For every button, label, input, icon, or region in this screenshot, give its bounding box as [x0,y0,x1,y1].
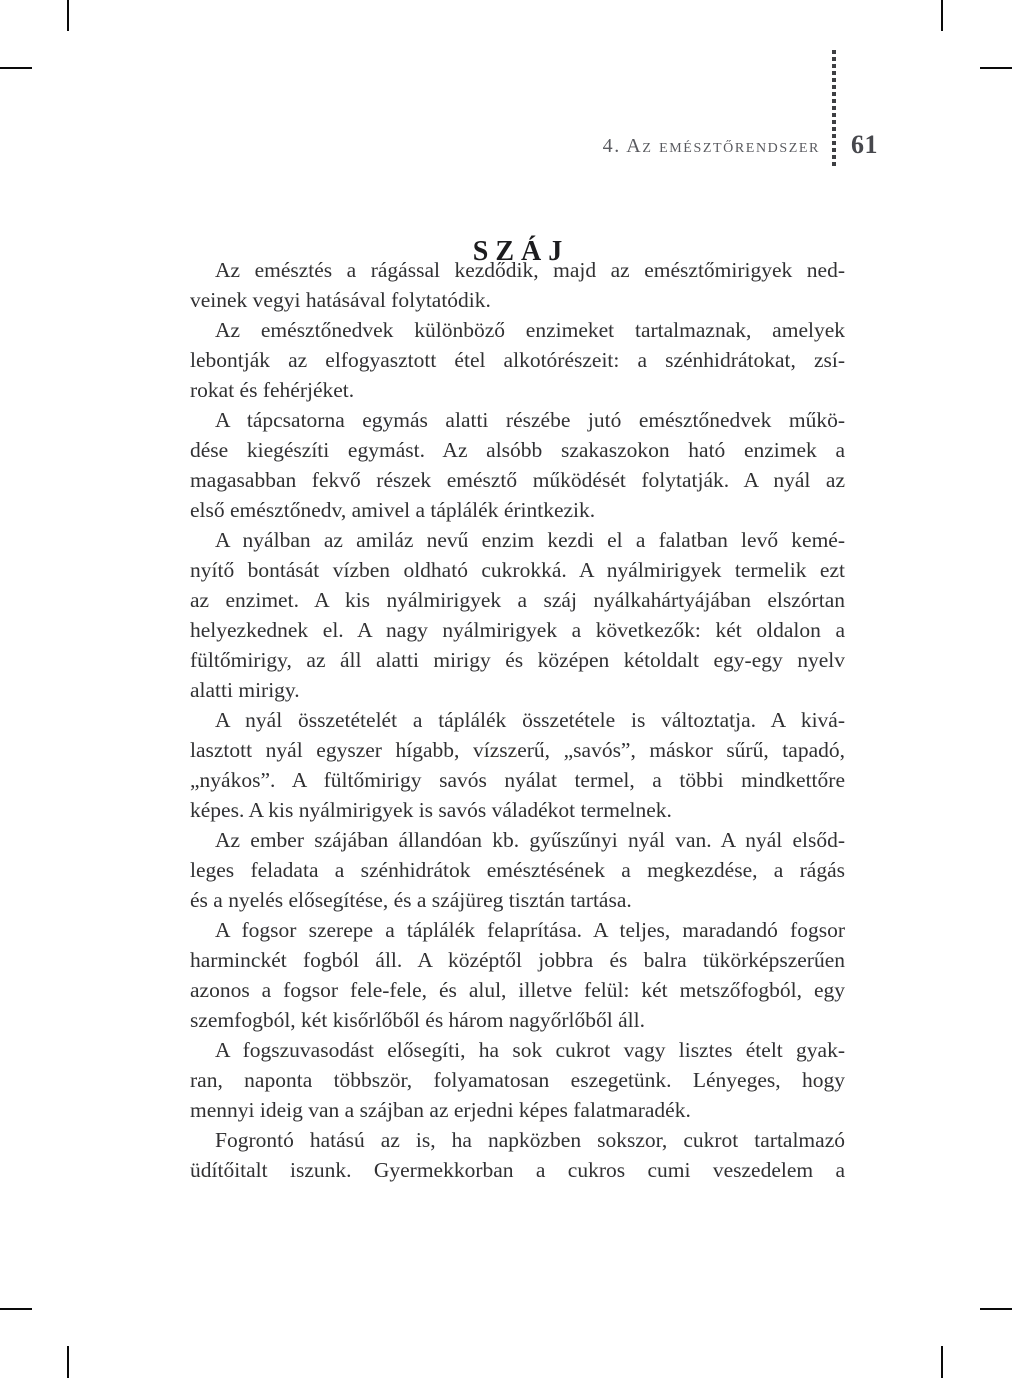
text-line: képes. A kis nyálmirigyek is savós váladékot termelnek. [190,798,672,822]
crop-mark-bottom-right-horizontal [980,1308,1012,1310]
text-line: alatti mirigy. [190,678,300,702]
text-line: A nyálban az amiláz nevű enzim kezdi el a falatban levő kemé- [215,528,845,552]
crop-mark-bottom-left-horizontal [0,1308,32,1310]
text-line: dése kiegészíti egymást. Az alsóbb szakaszokon ható enzimek a [190,438,845,462]
text-line: az enzimet. A kis nyálmirigyek a száj nyálkahártyájában elszórtan [190,588,845,612]
text-line: rokat és fehérjéket. [190,378,355,402]
text-line: A tápcsatorna egymás alatti részébe jutó emésztőnedvek műkö- [215,408,845,432]
paragraph [190,1125,845,1185]
paragraph [190,255,845,315]
paragraph [190,405,845,525]
body-text [190,255,845,1185]
text-line: magasabban fekvő részek emésztő működését folytatják. A nyál az [190,468,845,492]
paragraph [190,705,845,825]
text-line: nyítő bontását vízben oldható cukrokká. A nyálmirigyek termelik ezt [190,558,845,582]
text-line: Az emésztés a rágással kezdődik, majd az emésztőmirigyek ned- [215,258,845,282]
text-line: Fogrontó hatású az is, ha napközben sokszor, cukrot tartalmazó [215,1128,845,1152]
crop-mark-top-right-vertical [941,0,943,31]
paragraph [190,315,845,405]
text-line: szemfogból, két kisőrlőből és három nagyőrlőből áll. [190,1008,645,1032]
text-line: első emésztőnedv, amivel a táplálék érintkezik. [190,498,596,522]
text-line: A fogszuvasodást elősegíti, ha sok cukrot vagy lisztes ételt gyak- [215,1038,845,1062]
text-line: leges feladata a szénhidrátok emésztésének a megkezdése, a rágás [190,858,845,882]
text-line: „nyákos”. A fültőmirigy savós nyálat termel, a többi mindkettőre [190,768,845,792]
crop-mark-top-right-horizontal [980,67,1012,69]
text-line: lasztott nyál egyszer hígabb, vízszerű, „savós”, máskor sűrű, tapadó, [190,738,845,762]
text-line: ran, naponta többször, folyamatosan eszegetünk. Lényeges, hogy [190,1068,845,1092]
text-line: üdítőitalt iszunk. Gyermekkorban a cukros cumi veszedelem a [190,1158,845,1182]
text-line: helyezkednek el. A nagy nyálmirigyek a következők: két oldalon a [190,618,845,642]
section-title: SZÁJ [472,235,570,267]
folio-dashed-rule [832,50,836,169]
text-line: harminckét fogból áll. A középtől jobbra és balra tükörképszerűen [190,948,845,972]
text-line: veinek vegyi hatásával folytatódik. [190,288,491,312]
text-line: fültőmirigy, az áll alatti mirigy és középen kétoldalt egy-egy nyelv [190,648,845,672]
paragraph [190,525,845,705]
running-header-chapter: 4. Az emésztőrendszer [602,135,820,157]
paragraph [190,915,845,1035]
crop-mark-bottom-right-vertical [941,1346,943,1378]
text-line: mennyi ideig van a szájban az erjedni képes falatmaradék. [190,1098,691,1122]
paragraph [190,1035,845,1125]
text-line: A nyál összetételét a táplálék összetétele is változtatja. A kivá- [215,708,845,732]
text-line: A fogsor szerepe a táplálék felaprítása. A teljes, maradandó fogsor [215,918,845,942]
text-line: azonos a fogsor fele-fele, és alul, illetve felül: két metszőfogból, egy [190,978,845,1002]
paragraph [190,825,845,915]
text-line: lebontják az elfogyasztott étel alkotórészeit: a szénhidrátokat, zsí- [190,348,845,372]
crop-mark-top-left-horizontal [0,67,32,69]
page-number: 61 [851,130,878,159]
crop-mark-top-left-vertical [67,0,69,31]
crop-mark-bottom-left-vertical [67,1346,69,1378]
text-line: Az emésztőnedvek különböző enzimeket tartalmaznak, amelyek [215,318,845,342]
text-line: Az ember szájában állandóan kb. gyűszűnyi nyál van. A nyál elsőd- [215,828,845,852]
text-line: és a nyelés elősegítése, és a szájüreg tisztán tartása. [190,888,632,912]
